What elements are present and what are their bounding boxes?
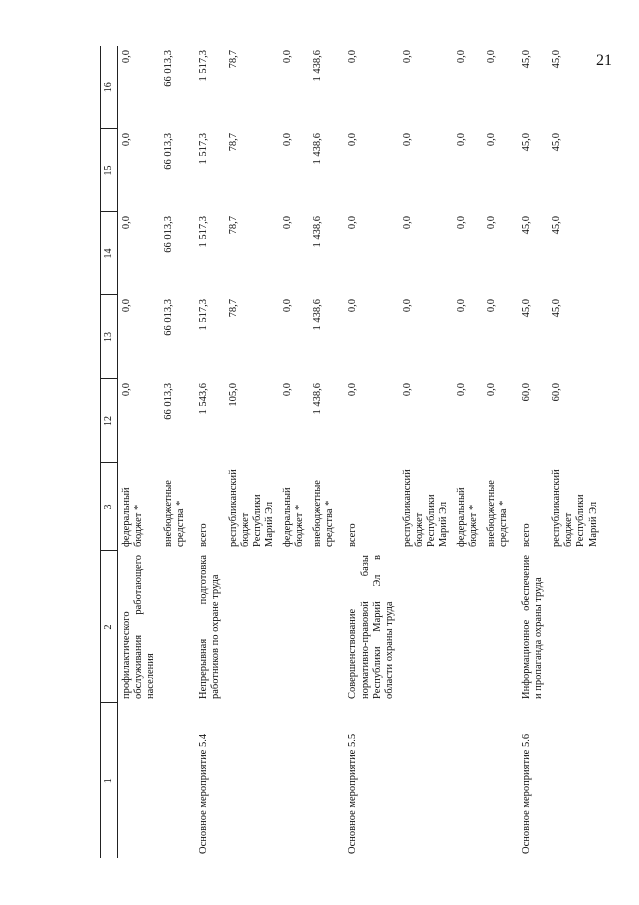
value-cell: 60,0 xyxy=(521,383,533,402)
source-cell: федеральный бюджет * xyxy=(120,487,144,547)
value-cell: 1 517,3 xyxy=(197,216,209,248)
value-cell: 0,0 xyxy=(347,383,359,397)
table-row xyxy=(160,46,195,858)
table-row xyxy=(279,46,309,858)
header-cell: 12 xyxy=(101,379,118,463)
source-cell: внебюджетные средства * xyxy=(486,480,510,547)
value-cell: 66 013,3 xyxy=(162,50,174,87)
header-cell: 3 xyxy=(101,463,118,551)
value-cell: 1 517,3 xyxy=(197,133,209,165)
header-cell: 14 xyxy=(101,212,118,295)
value-cell: 0,0 xyxy=(347,133,359,147)
activity-cell xyxy=(548,703,602,858)
source-cell: внебюджетные средства * xyxy=(312,480,336,547)
description-cell: Совершенствование нормативно-правовой базы Республики Марий Эл в области охраны труда xyxy=(347,555,395,699)
activity-cell xyxy=(309,703,344,858)
source-cell: республиканский бюджет Республики Марий Эл xyxy=(227,469,276,547)
value-cell: 66 013,3 xyxy=(162,216,174,253)
table-row xyxy=(195,46,225,858)
value-cell: 0,0 xyxy=(120,216,132,230)
table-row xyxy=(344,46,398,858)
value-cell: 0,0 xyxy=(401,216,413,230)
value-cell: 60,0 xyxy=(551,383,563,402)
activity-cell: Основное мероприятие 5.5 xyxy=(347,733,359,854)
source-cell: всего xyxy=(197,523,209,547)
table-row xyxy=(309,46,344,858)
value-cell: 0,0 xyxy=(347,299,359,313)
value-cell: 45,0 xyxy=(521,299,533,318)
value-cell: 45,0 xyxy=(521,133,533,152)
description-cell xyxy=(279,551,309,703)
value-cell: 1 517,3 xyxy=(197,50,209,82)
value-cell: 0,0 xyxy=(486,133,498,147)
activity-cell xyxy=(483,703,518,858)
value-cell: 0,0 xyxy=(282,216,294,230)
table-row xyxy=(117,46,160,858)
value-cell: 0,0 xyxy=(282,383,294,397)
activity-cell xyxy=(117,703,160,858)
value-cell: 45,0 xyxy=(551,133,563,152)
table-row xyxy=(483,46,518,858)
value-cell: 0,0 xyxy=(120,299,132,313)
description-cell xyxy=(309,551,344,703)
header-row xyxy=(101,46,118,858)
value-cell: 0,0 xyxy=(401,383,413,397)
value-cell: 78,7 xyxy=(227,50,239,69)
source-cell: федеральный бюджет * xyxy=(282,487,306,547)
source-cell: всего xyxy=(347,523,359,547)
value-cell: 66 013,3 xyxy=(162,299,174,336)
value-cell: 0,0 xyxy=(486,299,498,313)
rotated-table-container xyxy=(100,46,622,858)
value-cell: 0,0 xyxy=(455,50,467,64)
budget-table xyxy=(100,46,603,858)
value-cell: 0,0 xyxy=(455,216,467,230)
activity-cell xyxy=(160,703,195,858)
source-cell: федеральный бюджет * xyxy=(455,487,479,547)
source-cell: республиканский бюджет Республики Марий Эл xyxy=(551,469,599,547)
value-cell: 45,0 xyxy=(521,50,533,69)
table-row xyxy=(518,46,548,858)
description-cell xyxy=(453,551,483,703)
value-cell: 0,0 xyxy=(455,299,467,313)
value-cell: 1 438,6 xyxy=(312,216,324,248)
value-cell: 0,0 xyxy=(282,299,294,313)
description-cell: Информационное обеспечение и пропаганда охраны труда xyxy=(521,555,545,699)
table-row xyxy=(453,46,483,858)
description-cell: Непрерывная подготовка работников по охране труда xyxy=(197,555,221,699)
header-cell: 16 xyxy=(101,46,118,129)
value-cell: 0,0 xyxy=(486,383,498,397)
value-cell: 0,0 xyxy=(486,50,498,64)
description-cell xyxy=(399,551,453,703)
activity-cell xyxy=(453,703,483,858)
page-number: 21 xyxy=(596,52,612,69)
description-cell xyxy=(548,551,602,703)
value-cell: 0,0 xyxy=(486,216,498,230)
header-cell: 15 xyxy=(101,129,118,212)
value-cell: 1 438,6 xyxy=(312,299,324,331)
value-cell: 0,0 xyxy=(401,50,413,64)
activity-cell xyxy=(399,703,453,858)
source-cell: внебюджетные средства * xyxy=(162,480,186,547)
value-cell: 0,0 xyxy=(401,133,413,147)
value-cell: 66 013,3 xyxy=(162,133,174,170)
value-cell: 0,0 xyxy=(120,133,132,147)
value-cell: 45,0 xyxy=(521,216,533,235)
source-cell: республиканский бюджет Республики Марий Эл xyxy=(401,469,449,547)
value-cell: 1 517,3 xyxy=(197,299,209,331)
value-cell: 105,0 xyxy=(227,383,239,407)
value-cell: 0,0 xyxy=(282,133,294,147)
activity-cell xyxy=(225,703,279,858)
value-cell: 45,0 xyxy=(551,216,563,235)
value-cell: 0,0 xyxy=(347,216,359,230)
activity-cell: Основное мероприятие 5.4 xyxy=(197,733,209,854)
value-cell: 1 438,6 xyxy=(312,50,324,82)
value-cell: 0,0 xyxy=(401,299,413,313)
activity-cell xyxy=(279,703,309,858)
header-cell: 1 xyxy=(101,703,118,858)
header-cell: 2 xyxy=(101,551,118,703)
source-cell: всего xyxy=(521,523,533,547)
value-cell: 1 438,6 xyxy=(312,133,324,165)
value-cell: 0,0 xyxy=(120,50,132,64)
value-cell: 78,7 xyxy=(227,299,239,318)
description-cell xyxy=(225,551,279,703)
value-cell: 0,0 xyxy=(347,50,359,64)
value-cell: 45,0 xyxy=(551,50,563,69)
value-cell: 1 438,6 xyxy=(312,383,324,415)
value-cell: 66 013,3 xyxy=(162,383,174,420)
value-cell: 78,7 xyxy=(227,216,239,235)
table-row xyxy=(548,46,602,858)
value-cell: 0,0 xyxy=(120,383,132,397)
value-cell: 78,7 xyxy=(227,133,239,152)
table-row xyxy=(225,46,279,858)
activity-cell: Основное мероприятие 5.6 xyxy=(521,733,533,854)
value-cell: 0,0 xyxy=(282,50,294,64)
value-cell: 0,0 xyxy=(455,133,467,147)
value-cell: 0,0 xyxy=(455,383,467,397)
table-row xyxy=(399,46,453,858)
description-cell: профилактического обслуживания работающего населения xyxy=(120,555,156,699)
value-cell: 1 543,6 xyxy=(197,383,209,415)
header-cell: 13 xyxy=(101,295,118,379)
description-cell xyxy=(483,551,518,703)
value-cell: 45,0 xyxy=(551,299,563,318)
description-cell xyxy=(160,551,195,703)
